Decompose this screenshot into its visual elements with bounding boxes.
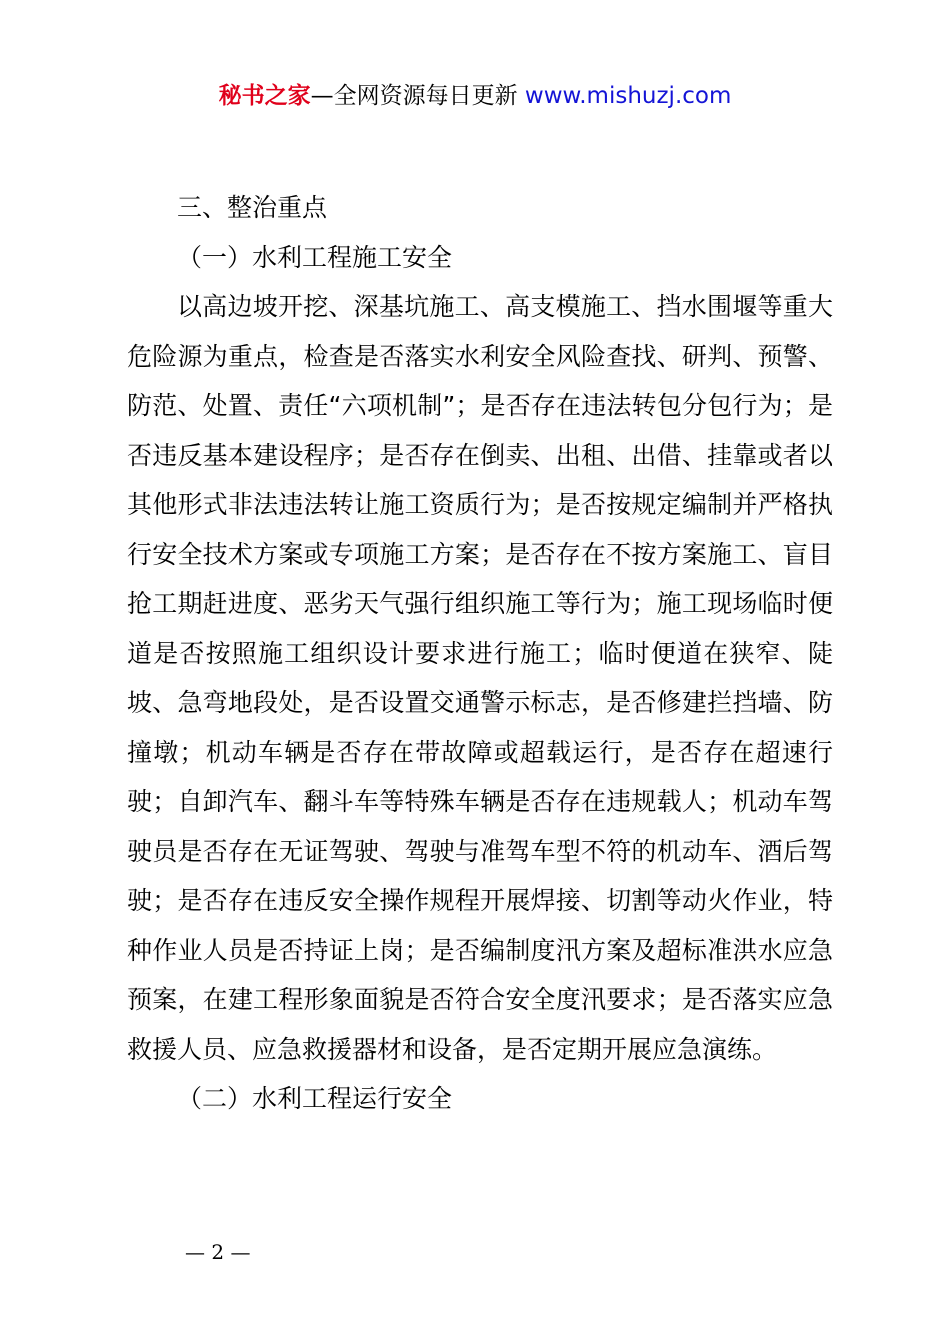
paragraph-construction-safety: 以高边坡开挖、深基坑施工、高支模施工、挡水围堰等重大危险源为重点，检查是否落实水利安全风险查找、研判、预警、防范、处置、责任“六项机制”；是否存在违法转包分包行为；是否违反基本建设程序；是否存在倒卖、出租、出借、挂靠或者以其他形式非法违法转让施工资质行为；是否按规定编制并严格执行安全技术方案或专项施工方案；是否存在不按方案施工、盲目抢工期赶进度、恶劣天气强行组织施工等行为；施工现场临时便道是否按照施工组织设计要求进行施工；临时便道在狭窄、陡坡、急弯地段处，是否设置交通警示标志，是否修建拦挡墙、防撞墩；机动车辆是否存在带故障或超载运行，是否存在超速行驶；自卸汽车、翻斗车等特殊车辆是否存在违规载人；机动车驾驶员是否存在无证驾驶、驾驶与准驾车型不符的机动车、酒后驾驶；是否存在违反安全操作规程开展焊接、切割等动火作业，特种作业人员是否持证上岗；是否编制度汛方案及超标准洪水应急预案，在建工程形象面貌是否符合安全度汛要求；是否落实应急救援人员、应急救援器材和设备，是否定期开展应急演练。 <box>127 292 833 1064</box>
section-heading: 三、整治重点 <box>177 193 328 222</box>
document-body <box>127 183 833 1124</box>
subheading-construction-safety: （一）水利工程施工安全 <box>177 242 453 272</box>
banner-slogan: —全网资源每日更新 <box>310 83 518 109</box>
subheading-operation-safety: （二）水利工程运行安全 <box>177 1084 453 1113</box>
brand-name: 秘书之家 <box>218 83 311 109</box>
site-banner <box>0 80 950 112</box>
page-number: — 2 — <box>185 1240 251 1264</box>
site-url[interactable]: www.mishuzj.com <box>524 83 732 109</box>
